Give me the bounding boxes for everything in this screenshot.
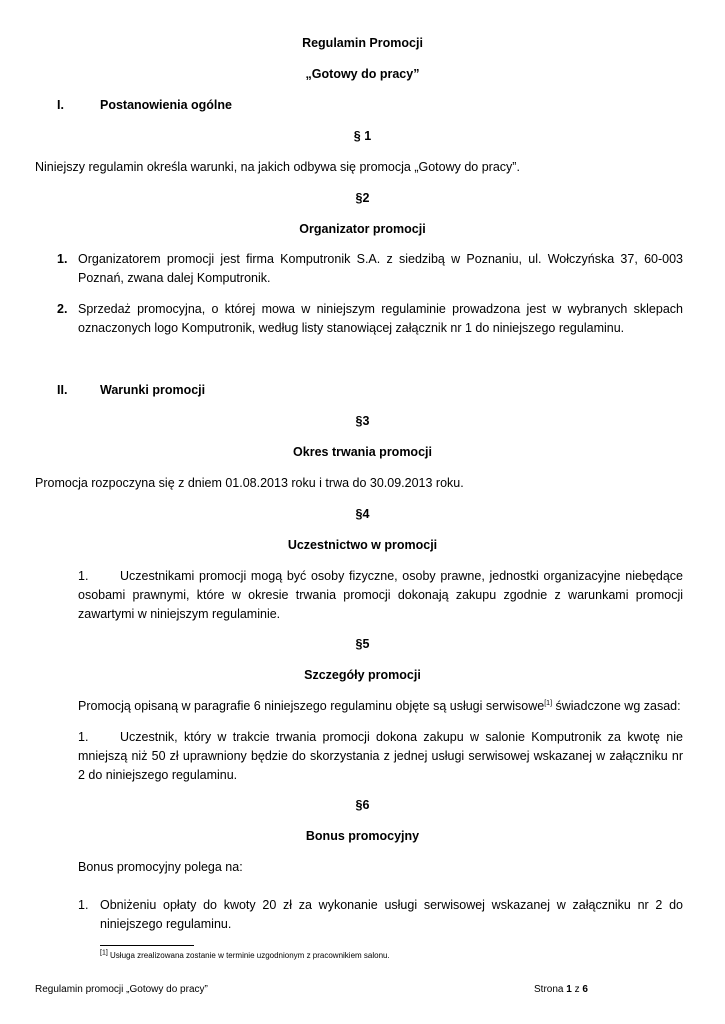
section-1-numeral: I. [57,98,64,112]
document-subtitle: „Gotowy do pracy” [305,67,420,81]
paragraph-3-heading: Okres trwania promocji [293,445,432,459]
page-current: 1 [566,984,572,995]
organizer-item-2-number: 2. [57,302,68,316]
details-item-1-number: 1. [78,730,89,744]
footnote-mark: [1] [100,949,108,957]
paragraph-2-heading: Organizator promocji [299,222,426,236]
paragraph-1-sign: § 1 [353,129,372,143]
footnote-reference[interactable]: [1] [544,699,553,707]
bonus-item-1-number: 1. [78,898,89,912]
footnote [100,951,390,960]
paragraph-5-heading: Szczegóły promocji [304,668,421,682]
paragraph-5-intro-after: świadczone wg zasad: [552,699,681,713]
document-title: Regulamin Promocji [302,36,423,50]
paragraph-1-text: Niniejszy regulamin określa warunki, na jakich odbywa się promocja „Gotowy do pracy”. [35,160,520,174]
details-item-1-text: Uczestnik, który w trakcie trwania promocji dokona zakupu w salonie Komputronik za kwotę nie mniejszą niż 50 zł uprawniony będzie do skorzystania z jednej usługi serwisowej wskazanej w załączniku nr 2 do niniejszego regulaminu. [78,730,683,782]
paragraph-6-sign: §6 [355,798,370,812]
paragraph-5-intro-before: Promocją opisaną w paragrafie 6 niniejszego regulaminu objęte są usługi serwisowe [78,699,545,713]
organizer-item-2-text: Sprzedaż promocyjna, o której mowa w niniejszym regulaminie prowadzona jest w wybranych sklepach oznaczonych logo Komputronik, według listy stanowiącej załącznik nr 1 do niniejszego regulaminu. [78,302,683,335]
participation-item-1-text: Uczestnikami promocji mogą być osoby fizyczne, osoby prawne, jednostki organizacyjne niebędące osobami prawnymi, które w okresie trwania promocji dokonają zakupu zgodnie z warunkami promocji zawartymi w niniejszym regulaminie. [78,569,683,621]
organizer-item-1-number: 1. [57,252,68,266]
page-total: 6 [582,984,588,995]
paragraph-5-sign: §5 [355,637,370,651]
paragraph-5-intro [78,699,681,713]
page-separator: z [571,984,583,995]
participation-item-1-number: 1. [78,569,89,583]
footnote-text: Usługa zrealizowana zostanie w terminie uzgodnionym z pracownikiem salonu. [107,951,390,960]
section-2-numeral: II. [57,383,68,397]
paragraph-6-heading: Bonus promocyjny [305,829,420,843]
bonus-item-1-text: Obniżeniu opłaty do kwoty 20 zł za wykonanie usługi serwisowej wskazanej w załączniku nr 2 do niniejszego regulaminu. [100,898,683,931]
paragraph-2-sign: §2 [355,191,370,205]
paragraph-3-text: Promocja rozpoczyna się z dniem 01.08.2013 roku i trwa do 30.09.2013 roku. [35,476,464,490]
footer-document-name: Regulamin promocji „Gotowy do pracy” [35,984,208,995]
footer-page-number [534,984,588,995]
section-1-title: Postanowienia ogólne [100,98,232,112]
paragraph-6-intro: Bonus promocyjny polega na: [78,860,243,874]
paragraph-3-sign: §3 [355,414,370,428]
paragraph-4-sign: §4 [355,507,370,521]
paragraph-4-heading: Uczestnictwo w promocji [287,538,438,552]
page-label: Strona [534,984,567,995]
footnote-separator [100,945,194,946]
organizer-item-1-text: Organizatorem promocji jest firma Komputronik S.A. z siedzibą w Poznaniu, ul. Wołczyńska 37, 60-003 Poznań, zwana dalej Komputronik. [78,252,683,285]
section-2-title: Warunki promocji [100,383,206,397]
